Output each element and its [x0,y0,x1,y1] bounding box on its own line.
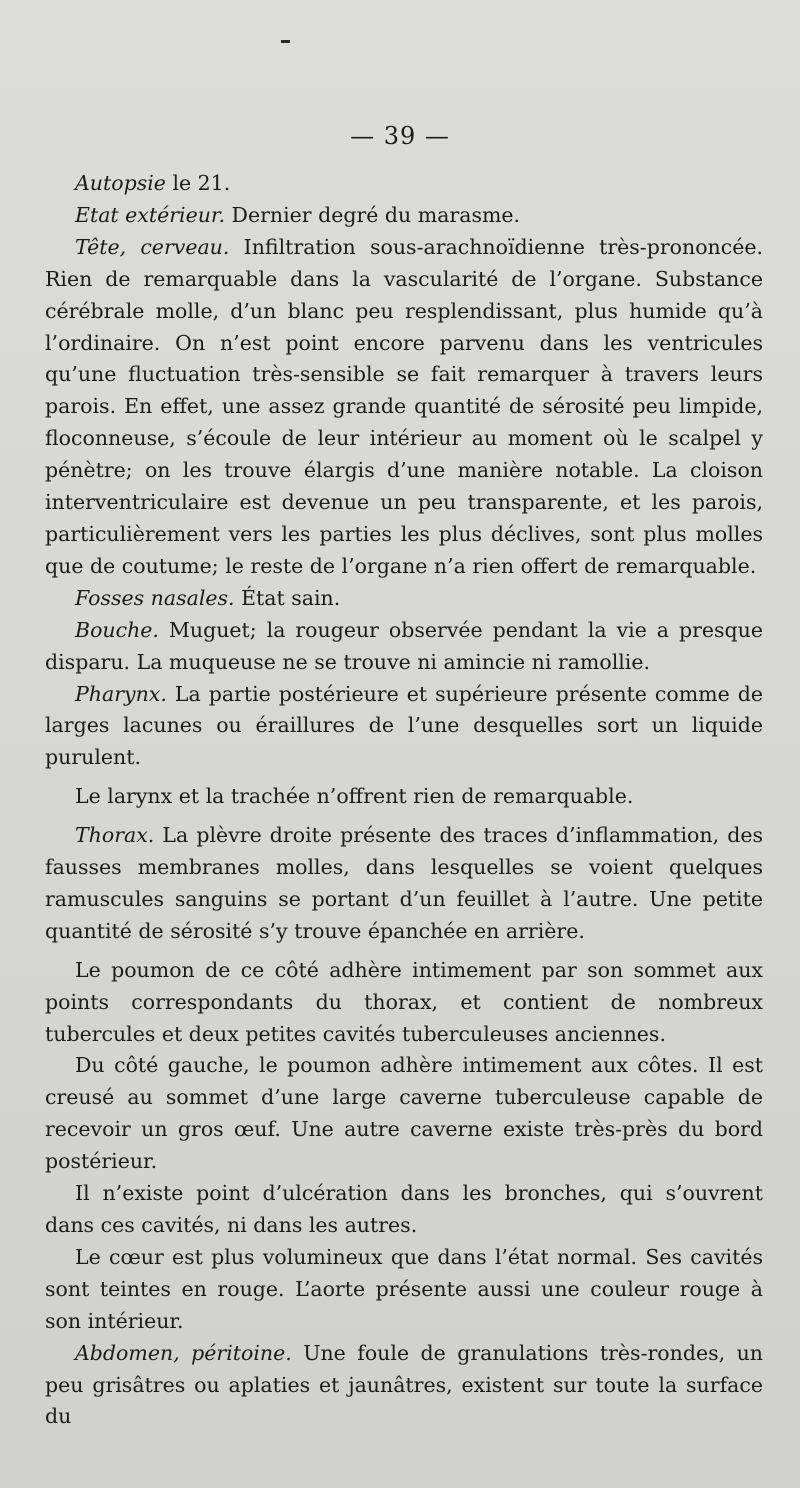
section-label: Fosses nasales. [75,585,235,610]
section-label: Bouche. [75,617,159,642]
paragraph-abdomen [45,1338,763,1434]
section-text: Infiltration sous-arachnoïdienne très-prononcée. Rien de remarquable dans la vascularité de l’organe. Substance cérébrale molle, d’un blanc peu resplendissant, plus humide qu’à l’ordinaire. On n’est point encore parvenu dans les ventricules qu’une fluctuation très-sensible se fait remarquer à travers leurs parois. En effet, une assez grande quantité de sérosité peu limpide, floconneuse, s’écoule de leur intérieur au moment où le scalpel y pénètre; on les trouve élargis d’une manière notable. La cloison interventriculaire est devenue un peu transparente, et les parois, particulièrement vers les parties les plus déclives, sont plus molles que de coutume; le reste de l’organe n’a rien offert de remarquable. [45,234,763,578]
section-text: Le poumon de ce côté adhère intimement par son sommet aux points correspondants du thorax, et contient de nombreux tubercules et deux petites cavités tuberculeuses anciennes. [45,957,763,1046]
section-text: Une foule de granulations très-rondes, un peu grisâtres ou aplaties et jaunâtres, existent sur toute la surface du [45,1340,763,1429]
section-text: Du côté gauche, le poumon adhère intimement aux côtes. Il est creusé au sommet d’une large caverne tuberculeuse capable de recevoir un gros œuf. Une autre caverne existe très-près du bord postérieur. [45,1053,763,1174]
paragraph-coeur [45,1242,763,1338]
paragraph-larynx [45,781,763,813]
section-text: Le cœur est plus volumineux que dans l’état normal. Ses cavités sont teintes en rouge. L’aorte présente aussi une couleur rouge à son intérieur. [45,1244,763,1333]
autopsy-heading [45,168,763,200]
section-label: Tête, cerveau. [75,234,230,259]
section-label: Pharynx. [75,681,167,706]
paragraph-pharynx [45,679,763,775]
print-mark [281,40,290,43]
autopsy-heading-date: le 21. [165,171,231,195]
paragraph-tete [45,232,763,583]
autopsy-heading-italic: Autopsie [75,171,166,195]
section-text: Muguet; la rougeur observée pendant la vie a presque disparu. La muqueuse ne se trouve ni amincie ni ramollie. [45,617,763,674]
page-number: — 39 — [350,122,450,150]
section-text: Le larynx et la trachée n’offrent rien de remarquable. [75,784,634,809]
paragraph-fosses [45,583,763,615]
section-label: Abdomen, péritoine. [75,1340,292,1365]
page-body [45,168,763,1433]
section-label: Etat extérieur. [75,202,225,227]
section-text: La partie postérieure et supérieure présente comme de larges lacunes ou éraillures de l’une desquelles sort un liquide purulent. [45,681,763,770]
paragraph-poumon-droit [45,955,763,1051]
section-text: État sain. [234,585,341,610]
paragraph-bronches [45,1178,763,1242]
section-text: La plèvre droite présente des traces d’inflammation, des fausses membranes molles, dans lesquelles se voient quelques ramuscules sanguins se portant d’un feuillet à l’autre. Une petite quantité de sérosité s’y trouve épanchée en arrière. [45,823,763,943]
paragraph-etat [45,200,763,232]
paragraph-thorax [45,820,763,948]
paragraph-poumon-gauche [45,1050,763,1178]
section-label: Thorax. [75,823,155,848]
section-text: Dernier degré du marasme. [225,202,521,227]
section-text: Il n’existe point d’ulcération dans les bronches, qui s’ouvrent dans ces cavités, ni dans les autres. [45,1181,763,1237]
paragraph-bouche [45,615,763,679]
